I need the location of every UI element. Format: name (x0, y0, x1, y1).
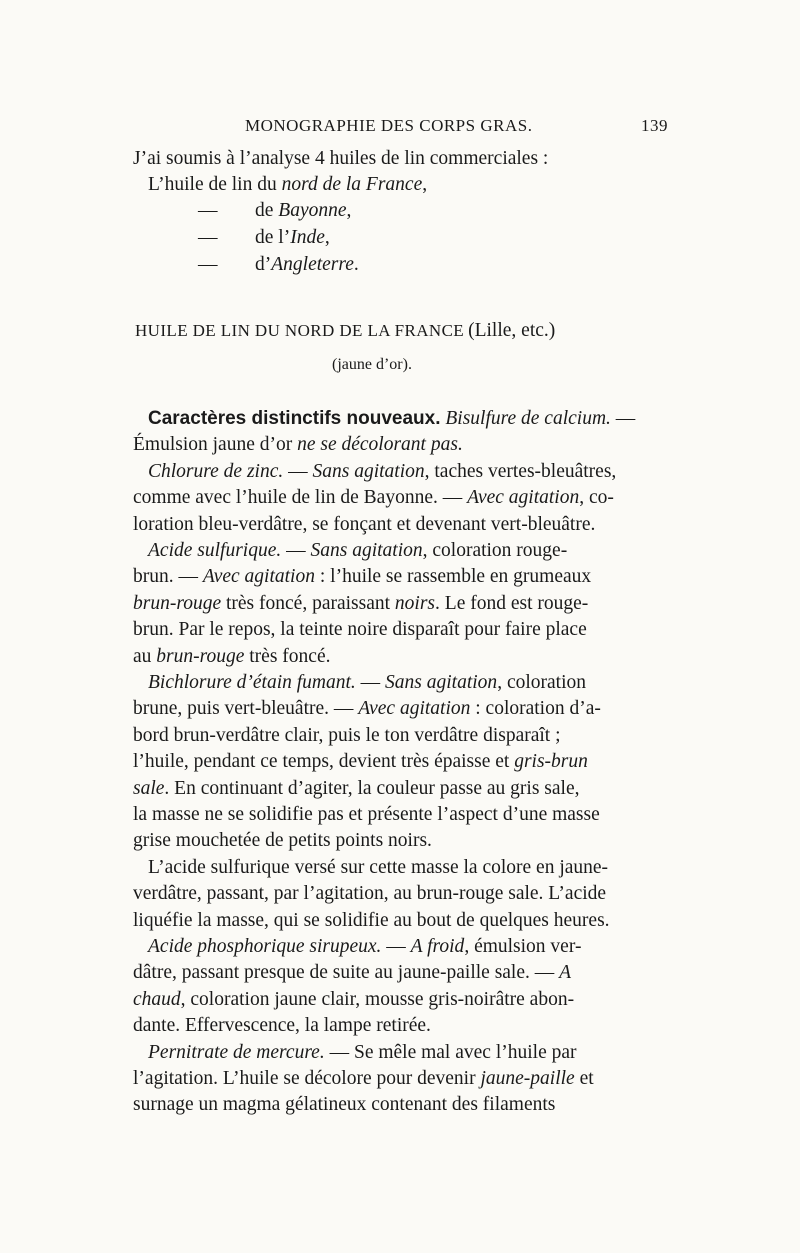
text-run: . En continuant d’agiter, la couleur passe au gris sale, (164, 777, 580, 799)
text-run: la masse ne se solidifie pas et présente l’aspect d’une masse (133, 804, 600, 825)
text-run: l’agitation. L’huile se décolore pour devenir (133, 1068, 481, 1089)
italic-run: A (559, 962, 572, 984)
text-run: : l’huile se rassemble en grumeaux (314, 566, 592, 588)
text-run: bord brun-verdâtre clair, puis le ton verdâtre disparaît ; (133, 724, 561, 746)
text-line (133, 908, 610, 934)
section-title-paren: (Lille, etc.) (468, 320, 556, 341)
italic-run: brun-rouge (133, 592, 222, 614)
italic-run: Bisulfure de calcium. (445, 408, 611, 429)
italic-run: Sans agitation (310, 540, 423, 561)
text-run: très foncé, paraissant (221, 592, 395, 614)
italic-run: Pernitrate de mercure. (148, 1041, 325, 1063)
text-run: brune, puis vert-bleuâtre. — (133, 698, 359, 720)
text-line (148, 855, 608, 881)
text-run: — (355, 672, 386, 693)
ditto-dash: — (198, 227, 218, 248)
italic-run: ne se décolorant pas. (297, 434, 463, 456)
text-run: , coloration (497, 672, 586, 693)
text-run: grise mouchetée de petits points noirs. (133, 830, 432, 852)
text-run: — (283, 460, 313, 482)
text-line (148, 459, 616, 485)
list-intro: J’ai soumis à l’analyse 4 huiles de lin commerciales : (133, 148, 549, 169)
page-number: 139 (641, 116, 668, 135)
ditto-dash: — (198, 200, 218, 221)
italic-run: chaud (133, 988, 181, 1010)
italic-run: brun-rouge (156, 645, 245, 667)
text-run: liquéfie la masse, qui se solidifie au bout de quelques heures. (133, 909, 610, 931)
text-line (133, 591, 588, 617)
text-run: surnage un magma gélatineux contenant des filaments (133, 1094, 556, 1116)
text-run: — (381, 936, 411, 957)
text-line (148, 1040, 577, 1066)
text-line (133, 881, 606, 907)
list-item: L’huile de lin du nord de la France, (148, 174, 428, 195)
text-run: , coloration jaune clair, mousse gris-noirâtre abon- (180, 988, 575, 1010)
italic-run: sale (133, 777, 165, 799)
text-line (133, 776, 580, 802)
text-run: : coloration d’a- (470, 698, 601, 720)
italic-run: Avec agitation (358, 698, 471, 720)
list-item: de l’Inde, (255, 227, 330, 248)
italic-run: jaune-paille (480, 1068, 575, 1089)
italic-run: Chlorure de zinc. (148, 460, 284, 482)
text-line (148, 670, 586, 696)
section-subtitle: (jaune d’or). (332, 356, 412, 373)
list-item: de Bayonne, (255, 200, 352, 221)
text-line (133, 696, 601, 722)
text-run: brun. — (133, 566, 203, 588)
text-run: — Se mêle mal avec l’huile par (324, 1041, 577, 1063)
italic-run: gris-brun (514, 751, 588, 773)
text-run: et (574, 1068, 594, 1089)
text-run: Émulsion jaune d’or (133, 434, 298, 456)
text-line (133, 512, 595, 538)
italic-run: A froid (410, 936, 465, 957)
text-run: verdâtre, passant, par l’agitation, au brun-rouge sale. L’acide (133, 883, 607, 905)
text-line (133, 987, 574, 1013)
list-item: d’Angleterre. (255, 254, 359, 275)
bold-run: Caractères distinctifs nouveaux. (148, 408, 441, 429)
text-line (133, 749, 588, 775)
text-run: , taches vertes-bleuâtres, (424, 460, 617, 482)
text-run: dante. Effervescence, la lampe retirée. (133, 1015, 431, 1037)
text-line (133, 960, 571, 986)
text-run: dâtre, passant presque de suite au jaune-paille sale. — (133, 962, 560, 984)
text-line (133, 1013, 431, 1039)
ditto-dash: — (198, 254, 218, 275)
text-line (133, 564, 591, 590)
text-line (133, 1092, 555, 1118)
italic-run: Sans agitation (385, 672, 498, 693)
text-run: brun. Par le repos, la teinte noire disparaît pour faire place (133, 619, 587, 641)
text-line (148, 538, 567, 564)
text-line (133, 485, 614, 511)
italic-run: noirs (394, 592, 436, 614)
text-run: l’huile, pendant ce temps, devient très épaisse et (133, 751, 515, 773)
italic-run: Avec agitation (467, 487, 580, 509)
italic-run: Acide phosphorique sirupeux. (148, 936, 382, 957)
italic-run: Avec agitation (202, 566, 315, 588)
text-line (133, 723, 561, 749)
text-line (133, 644, 330, 670)
text-line (133, 828, 432, 854)
text-line (133, 1066, 594, 1092)
section-title-caps: HUILE DE LIN DU NORD DE LA FRANCE (135, 321, 465, 340)
text-line (133, 617, 587, 643)
text-run: — (281, 540, 311, 561)
italic-run: Bichlorure d’étain fumant. (148, 672, 356, 693)
text-line (148, 934, 581, 960)
text-run: L’acide sulfurique versé sur cette masse la colore en jaune- (148, 856, 609, 878)
text-run: , co- (579, 487, 614, 509)
italic-run: Sans agitation (312, 460, 425, 482)
text-run: . Le fond est rouge- (435, 592, 589, 614)
text-run: — (610, 408, 636, 429)
text-line (133, 802, 600, 828)
text-run: au (133, 645, 157, 667)
running-title: MONOGRAPHIE DES CORPS GRAS. (245, 116, 533, 135)
text-run: , coloration rouge- (422, 540, 568, 561)
text-run: très foncé. (244, 645, 331, 667)
text-run: loration bleu-verdâtre, se fonçant et devenant vert-bleuâtre. (133, 513, 596, 535)
text-run: , émulsion ver- (464, 936, 582, 957)
section-title (135, 318, 555, 344)
italic-run: Acide sulfurique. (148, 540, 282, 561)
text-line (133, 432, 463, 458)
text-run: comme avec l’huile de lin de Bayonne. — (133, 487, 468, 509)
text-line (148, 406, 635, 432)
